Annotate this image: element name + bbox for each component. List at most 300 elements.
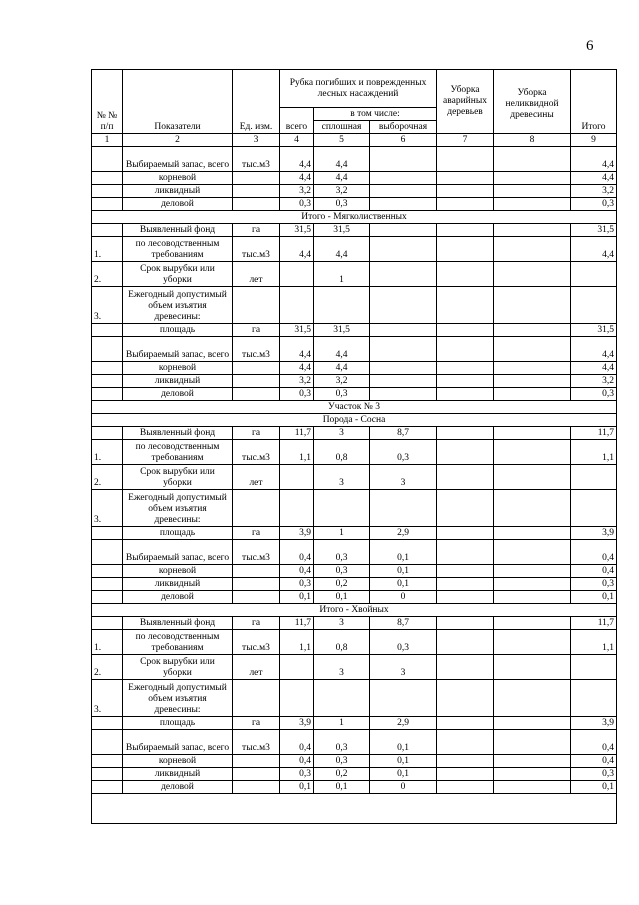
table-cell [494,527,571,540]
table-cell: 4,4 [571,237,617,262]
indicator-cell: Выявленный фонд [123,427,233,440]
section-row [92,211,617,224]
table-cell: 0 [370,781,437,794]
table-cell [233,680,280,717]
table-cell: 3 [314,427,370,440]
table-cell: га [233,427,280,440]
header-felling: Рубка погибших и поврежденных лесных насаждений [280,70,437,108]
table-cell [370,237,437,262]
table-cell [92,375,123,388]
table-cell [92,717,123,730]
table-cell [494,375,571,388]
table-cell [92,565,123,578]
table-cell [437,237,494,262]
table-cell [370,362,437,375]
table-cell [437,388,494,401]
table-cell: 1. [92,440,123,465]
table-cell [233,185,280,198]
indicator-cell: по лесоводственным требованиям [123,630,233,655]
table-cell: 3,2 [571,185,617,198]
table-row [92,324,617,337]
table-cell: 0,3 [571,198,617,211]
column-number: 5 [314,134,370,147]
table-cell: 0,3 [314,540,370,565]
table-cell: 1,1 [280,630,314,655]
indicator-cell: ликвидный [123,578,233,591]
table-cell [92,427,123,440]
table-cell: 31,5 [314,324,370,337]
table-cell: 31,5 [571,224,617,237]
indicator-cell: Ежегодный допустимый объем изъятия древесины: [123,287,233,324]
indicator-cell: Выбираемый запас, всего [123,730,233,755]
table-cell: 31,5 [280,224,314,237]
table-cell: 4,4 [280,147,314,172]
table-cell: 0,1 [370,768,437,781]
table-row [92,287,617,324]
table-cell [370,324,437,337]
table-cell [370,337,437,362]
header-including: в том числе: [314,108,437,121]
table-cell: лет [233,262,280,287]
table-cell: га [233,527,280,540]
column-number: 3 [233,134,280,147]
table-cell [494,578,571,591]
table-row [92,388,617,401]
table-cell: 1,1 [571,440,617,465]
empty-row [92,794,617,824]
indicator-cell: деловой [123,781,233,794]
table-cell: 0,1 [571,591,617,604]
indicator-cell: Выбираемый запас, всего [123,147,233,172]
table-cell: 0,4 [280,730,314,755]
indicator-cell: Выбираемый запас, всего [123,540,233,565]
table-cell [437,147,494,172]
table-row [92,717,617,730]
table-cell: 4,4 [314,337,370,362]
table-cell [233,591,280,604]
table-cell: 0,4 [571,540,617,565]
table-row [92,578,617,591]
table-cell: 0,2 [314,578,370,591]
table-row [92,768,617,781]
section-title: Итого - Хвойных [92,604,617,617]
table-cell [494,680,571,717]
table-cell: 3. [92,680,123,717]
table-cell [571,287,617,324]
table-cell [233,768,280,781]
table-cell: 11,7 [571,617,617,630]
table-cell: 0,3 [314,388,370,401]
table-cell [494,147,571,172]
table-cell: 3,2 [571,375,617,388]
table-cell: 3. [92,287,123,324]
table-cell [437,375,494,388]
column-number: 9 [571,134,617,147]
table-cell: 0,8 [314,630,370,655]
header-row-number: № № п/п [92,70,123,134]
table-row [92,540,617,565]
table-cell: 0 [370,591,437,604]
table-cell [233,565,280,578]
table-cell [494,465,571,490]
table-cell [370,262,437,287]
table-cell [92,198,123,211]
table-cell [494,768,571,781]
table-cell [437,337,494,362]
table-cell: 4,4 [280,172,314,185]
table-cell [494,490,571,527]
table-cell: 0,3 [314,730,370,755]
header-illiquid: Уборка неликвидной древесины [494,70,571,134]
table-row [92,224,617,237]
table-cell: 1. [92,630,123,655]
table-cell [233,287,280,324]
table-cell [494,717,571,730]
table-cell: 3,9 [280,527,314,540]
table-cell: 11,7 [280,617,314,630]
table-cell: 31,5 [571,324,617,337]
indicator-cell: ликвидный [123,768,233,781]
table-row [92,375,617,388]
table-cell: га [233,224,280,237]
table-cell: га [233,717,280,730]
table-cell: 0,4 [280,565,314,578]
table-cell [92,591,123,604]
table-cell [437,262,494,287]
table-cell: 0,3 [370,630,437,655]
indicator-cell: Срок вырубки или уборки [123,465,233,490]
table-cell: 3 [314,617,370,630]
table-cell: 11,7 [571,427,617,440]
table-cell: тыс.м3 [233,440,280,465]
table-cell [437,768,494,781]
table-cell [437,324,494,337]
indicator-cell: Ежегодный допустимый объем изъятия древесины: [123,490,233,527]
table-cell [494,237,571,262]
table-cell [437,440,494,465]
table-cell [494,224,571,237]
table-cell [494,262,571,287]
table-cell [370,224,437,237]
table-cell: 0,2 [314,768,370,781]
table-cell [437,287,494,324]
table-cell: 0,1 [370,578,437,591]
table-cell: 0,1 [370,730,437,755]
table-cell: га [233,617,280,630]
table-cell: 4,4 [571,362,617,375]
indicator-cell: деловой [123,591,233,604]
indicator-cell: ликвидный [123,375,233,388]
table-cell: 0,3 [314,565,370,578]
indicator-cell: Выявленный фонд [123,224,233,237]
indicator-cell: корневой [123,755,233,768]
table-cell [494,172,571,185]
table-cell: 0,1 [280,781,314,794]
table-row [92,262,617,287]
table-cell [494,198,571,211]
table-cell: 3 [370,465,437,490]
table-cell [233,755,280,768]
table-cell [494,540,571,565]
table-cell: 0,1 [370,565,437,578]
table-row [92,237,617,262]
table-cell [233,198,280,211]
table-cell [437,730,494,755]
table-cell [233,781,280,794]
table-cell: 0,4 [571,755,617,768]
table-cell: 0,3 [571,388,617,401]
table-cell [92,730,123,755]
table-cell [437,630,494,655]
table-cell [437,717,494,730]
table-cell [280,465,314,490]
table-cell [92,185,123,198]
table-row [92,655,617,680]
table-cell [494,324,571,337]
table-cell [494,388,571,401]
table-cell: 3 [314,465,370,490]
indicator-cell: корневой [123,565,233,578]
table-cell: 4,4 [571,172,617,185]
table-cell: 0,4 [280,755,314,768]
table-cell: 1 [314,262,370,287]
table-cell: 2. [92,465,123,490]
table-cell: 3. [92,490,123,527]
table-cell: 0,4 [571,565,617,578]
table-cell [437,655,494,680]
table-row [92,427,617,440]
table-cell: 1 [314,717,370,730]
table-row [92,490,617,527]
table-cell [494,185,571,198]
table-cell [92,147,123,172]
table-cell: 4,4 [280,337,314,362]
table-cell [437,362,494,375]
section-title: Итого - Мягколиственных [92,211,617,224]
table-cell [437,224,494,237]
table-cell [92,324,123,337]
header-emergency: Уборка аварийных деревьев [437,70,494,134]
table-cell [437,617,494,630]
table-cell [233,578,280,591]
section-row [92,414,617,427]
page-number: 6 [586,38,594,54]
table-cell [280,680,314,717]
table-cell: 0,3 [280,578,314,591]
table-row [92,617,617,630]
header-indicators: Показатели [123,70,233,134]
table-cell [494,565,571,578]
column-number: 1 [92,134,123,147]
table-cell [92,755,123,768]
table-cell: 0,1 [280,591,314,604]
table-row [92,755,617,768]
column-number: 6 [370,134,437,147]
table-cell: 2,9 [370,717,437,730]
table-cell: 0,1 [370,540,437,565]
table-row [92,781,617,794]
empty-cell [92,794,617,824]
table-cell [92,768,123,781]
table-cell: 0,1 [571,781,617,794]
table-cell [437,781,494,794]
table-row [92,630,617,655]
section-row [92,401,617,414]
table-cell [437,565,494,578]
indicator-cell: площадь [123,527,233,540]
table-cell [92,617,123,630]
table-cell: 3,2 [280,375,314,388]
table-cell: тыс.м3 [233,630,280,655]
indicator-cell: деловой [123,388,233,401]
table-cell [280,287,314,324]
table-cell: 0,3 [280,388,314,401]
table-cell: 4,4 [571,147,617,172]
table-cell [494,362,571,375]
indicator-cell: ликвидный [123,185,233,198]
table-row [92,147,617,172]
table-cell [92,540,123,565]
table-row [92,565,617,578]
table-cell: 31,5 [314,224,370,237]
table-cell: 1,1 [571,630,617,655]
table-cell [571,262,617,287]
table-cell [370,490,437,527]
table-cell: 4,4 [314,362,370,375]
table-cell [494,617,571,630]
header-unit: Ед. изм. [233,70,280,134]
table-cell [92,781,123,794]
table-cell [370,680,437,717]
table-cell: 3,9 [571,527,617,540]
table-cell [437,591,494,604]
table-cell [494,287,571,324]
table-cell: 4,4 [314,172,370,185]
table-cell [494,427,571,440]
indicator-cell: площадь [123,324,233,337]
table-cell [437,185,494,198]
table-cell: га [233,324,280,337]
table-cell: 8,7 [370,617,437,630]
table-cell [92,527,123,540]
table-cell: 0,3 [370,440,437,465]
table-cell: 0,1 [370,755,437,768]
indicator-cell: корневой [123,362,233,375]
table-cell: 2. [92,262,123,287]
table-cell [280,262,314,287]
table-cell [571,465,617,490]
column-number: 7 [437,134,494,147]
table-cell: лет [233,465,280,490]
column-number: 2 [123,134,233,147]
table-cell [92,578,123,591]
table-cell: 1. [92,237,123,262]
table-cell: 3 [370,655,437,680]
table-cell: тыс.м3 [233,237,280,262]
table-cell: 11,7 [280,427,314,440]
table-cell [494,755,571,768]
table-row [92,337,617,362]
table-cell [494,337,571,362]
table-cell [437,490,494,527]
table-cell [92,172,123,185]
table-cell: 31,5 [280,324,314,337]
table-cell [437,680,494,717]
column-number: 4 [280,134,314,147]
table-cell [437,427,494,440]
table-cell: тыс.м3 [233,540,280,565]
table-cell [314,287,370,324]
table-cell [437,578,494,591]
table-cell: 4,4 [280,237,314,262]
indicator-cell: по лесоводственным требованиям [123,237,233,262]
table-cell [571,655,617,680]
table-cell: 0,1 [314,781,370,794]
table-cell [370,287,437,324]
indicator-cell: по лесоводственным требованиям [123,440,233,465]
table-cell [494,630,571,655]
table-cell [437,172,494,185]
table-cell [437,527,494,540]
section-title: Порода - Сосна [92,414,617,427]
table-cell: 4,4 [280,362,314,375]
table-cell [370,147,437,172]
table-cell: 2. [92,655,123,680]
header-total: всего [280,108,314,134]
table-cell: 0,3 [280,768,314,781]
table-cell [233,375,280,388]
table-cell [494,730,571,755]
table-cell: 3,2 [314,375,370,388]
table-cell: 1,1 [280,440,314,465]
table-cell [494,655,571,680]
header-selective: выборочная [370,121,437,134]
table-row [92,527,617,540]
header-itogo: Итого [571,70,617,134]
indicator-cell: Выявленный фонд [123,617,233,630]
table-cell [370,375,437,388]
table-cell: 0,3 [571,578,617,591]
table-cell [233,172,280,185]
table-cell: 3 [314,655,370,680]
table-cell: 0,4 [280,540,314,565]
table-cell [92,362,123,375]
table-cell [437,540,494,565]
table-cell: 0,3 [571,768,617,781]
table-cell: 0,8 [314,440,370,465]
column-number: 8 [494,134,571,147]
table-cell [494,440,571,465]
table-cell: 0,3 [314,198,370,211]
table-cell [280,490,314,527]
table-cell: 3,9 [571,717,617,730]
header-clear: сплошная [314,121,370,134]
table-cell [494,781,571,794]
indicator-cell: Выбираемый запас, всего [123,337,233,362]
indicator-cell: Срок вырубки или уборки [123,655,233,680]
table-cell: 0,4 [571,730,617,755]
table-cell [494,591,571,604]
table-cell [437,198,494,211]
table-cell [280,655,314,680]
table-cell [370,198,437,211]
table-cell [437,465,494,490]
table-cell: 3,9 [280,717,314,730]
indicator-cell: деловой [123,198,233,211]
section-row [92,604,617,617]
table-cell [92,388,123,401]
table-row [92,440,617,465]
